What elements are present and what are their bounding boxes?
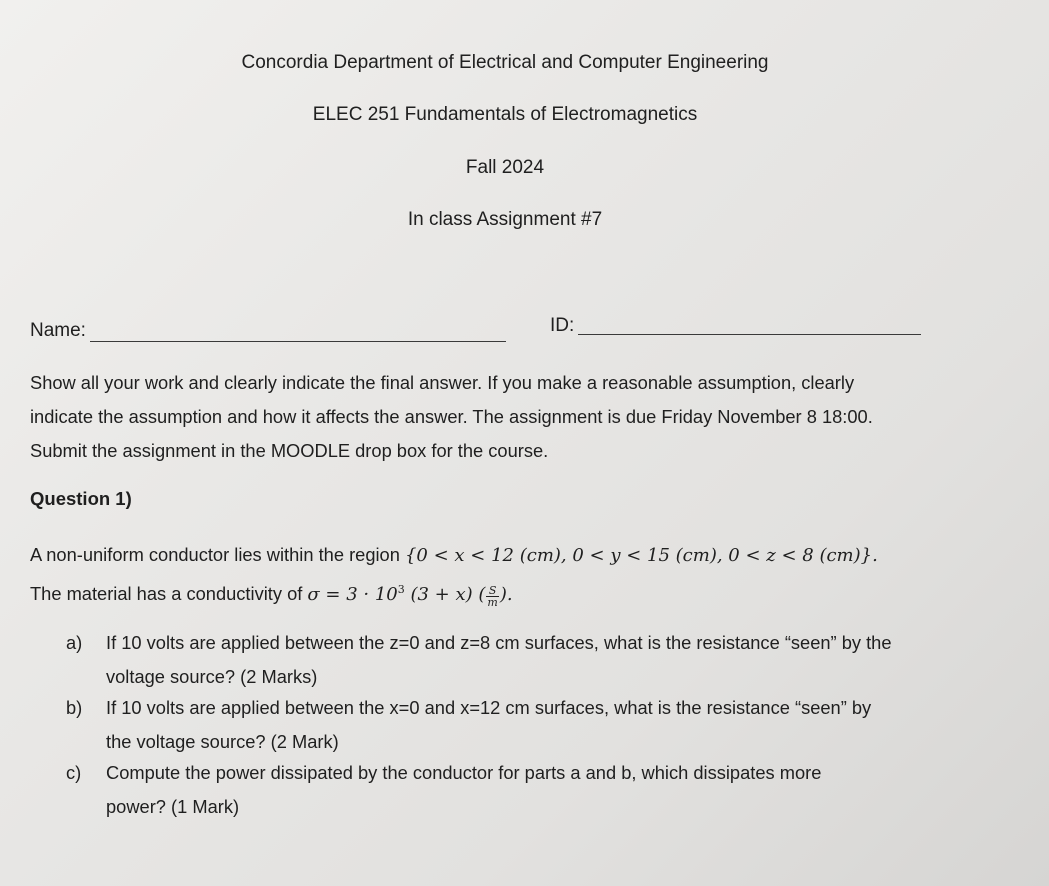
instructions-line-1: Show all your work and clearly indicate the final answer. If you make a reasonable assumption, clearly xyxy=(30,372,855,393)
region-expression: {0 < x < 12 (cm), 0 < y < 15 (cm), 0 < z < 8 (cm)}. xyxy=(404,545,878,566)
term-heading: Fall 2024 xyxy=(465,157,545,178)
part-b-letter: b) xyxy=(66,697,83,718)
part-c-line-2: power? (1 Mark) xyxy=(106,796,240,817)
part-a-line-2: voltage source? (2 Marks) xyxy=(106,666,318,687)
part-a-line-1: If 10 volts are applied between the z=0 and z=8 cm surfaces, what is the resistance “seen” by the xyxy=(106,632,892,653)
sigma-rhs: (3 + x) ( xyxy=(410,584,486,605)
unit-fraction xyxy=(486,585,498,608)
sigma-exponent: 3 xyxy=(397,583,405,596)
id-label: ID: xyxy=(550,315,575,336)
problem-line-2 xyxy=(30,575,1040,614)
question-title: Question 1) xyxy=(30,488,132,509)
instructions-line-2: indicate the assumption and how it affects the answer. The assignment is due Friday November 8 18:00. xyxy=(30,406,873,427)
part-c-letter: c) xyxy=(66,762,82,783)
conductivity-expression xyxy=(307,583,513,609)
id-blank-line xyxy=(578,334,921,335)
sigma-end: ). xyxy=(499,584,513,605)
unit-numerator: S xyxy=(486,585,498,597)
problem-statement xyxy=(30,536,1040,614)
part-c xyxy=(66,756,1026,824)
problem-line-1 xyxy=(30,536,1040,575)
part-a-letter: a) xyxy=(66,632,83,653)
conductivity-intro-text: The material has a conductivity of xyxy=(30,583,308,604)
assignment-heading: In class Assignment #7 xyxy=(407,209,603,230)
course-heading: ELEC 251 Fundamentals of Electromagnetics xyxy=(312,104,698,125)
region-intro-text: A non-uniform conductor lies within the region xyxy=(30,544,405,565)
part-a xyxy=(66,626,1026,694)
part-b-line-2: the voltage source? (2 Mark) xyxy=(106,731,339,752)
name-blank-line xyxy=(90,341,506,342)
instructions xyxy=(30,366,1020,468)
unit-denominator: m xyxy=(487,596,498,609)
sigma-lhs: σ = 3 · 10 xyxy=(307,584,398,605)
question-parts xyxy=(66,626,1026,821)
instructions-line-3: Submit the assignment in the MOODLE drop box for the course. xyxy=(30,440,549,461)
name-label: Name: xyxy=(30,320,86,341)
part-b-line-1: If 10 volts are applied between the x=0 and x=12 cm surfaces, what is the resistance “seen” by xyxy=(106,697,872,718)
part-c-line-1: Compute the power dissipated by the conductor for parts a and b, which dissipates more xyxy=(106,762,822,783)
part-b xyxy=(66,691,1026,759)
department-heading: Concordia Department of Electrical and Computer Engineering xyxy=(241,52,769,73)
